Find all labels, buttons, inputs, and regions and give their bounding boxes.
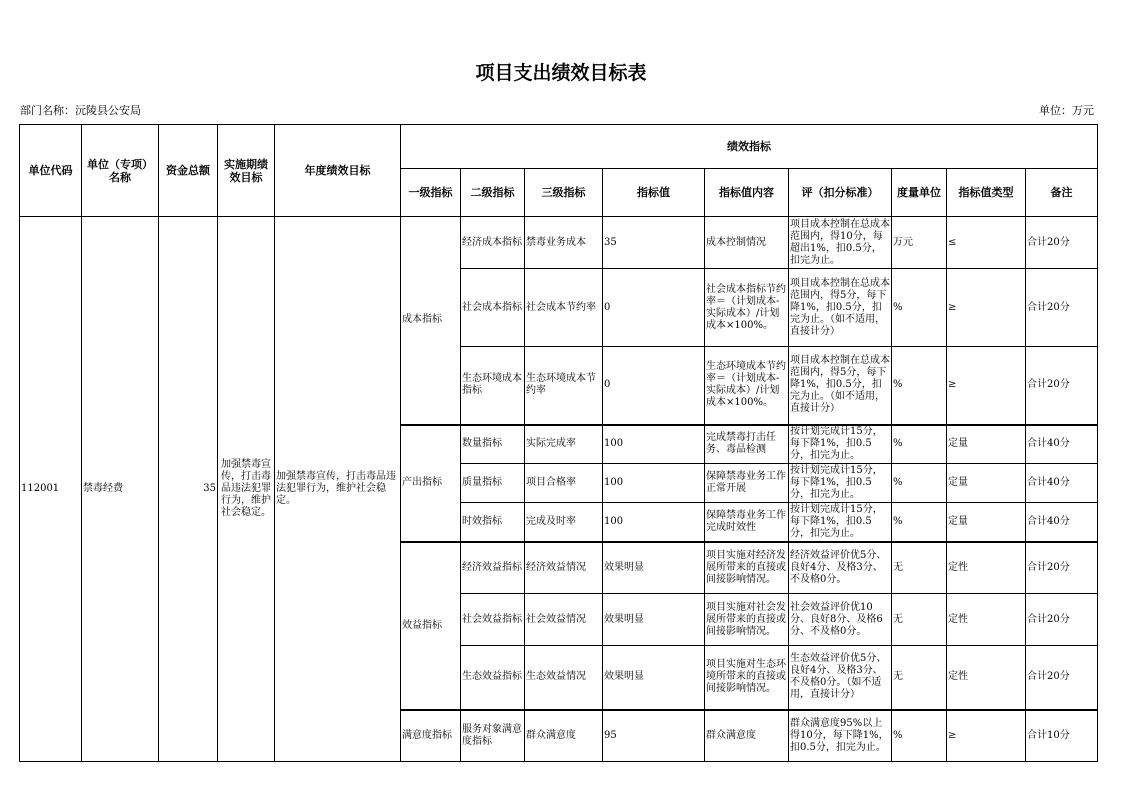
header-unit-code: 单位代码 <box>20 125 82 217</box>
remark-cell: 合计20分 <box>1026 594 1098 646</box>
header-value-type: 指标值类型 <box>947 169 1026 217</box>
unit-cell: 万元 <box>892 217 947 269</box>
unit-label: 单位：万元 <box>1039 104 1094 117</box>
level2-cell: 经济效益指标 <box>461 542 525 594</box>
unit-cell: % <box>892 503 947 542</box>
level2-cell: 生态环境成本指标 <box>461 347 525 425</box>
type-cell: ≥ <box>947 710 1026 762</box>
unit-name-cell: 禁毒经费 <box>82 217 159 762</box>
type-cell: 定量 <box>947 464 1026 503</box>
page-title: 项目支出绩效目标表 <box>475 62 647 84</box>
type-cell: ≤ <box>947 217 1026 269</box>
value-cell: 100 <box>603 425 705 464</box>
remark-cell: 合计20分 <box>1026 217 1098 269</box>
type-cell: ≥ <box>947 269 1026 347</box>
header-level3: 三级指标 <box>525 169 603 217</box>
header-level1: 一级指标 <box>401 169 461 217</box>
level3-cell: 群众满意度 <box>525 710 603 762</box>
level2-cell: 经济成本指标 <box>461 217 525 269</box>
level1-cell: 产出指标 <box>401 425 461 542</box>
department-label: 部门名称：沅陵县公安局 <box>20 104 141 117</box>
level3-cell: 社会效益情况 <box>525 594 603 646</box>
header-remark: 备注 <box>1026 169 1098 217</box>
value-cell: 0 <box>603 347 705 425</box>
unit-cell: % <box>892 710 947 762</box>
level3-cell: 实际完成率 <box>525 425 603 464</box>
performance-table <box>19 124 1098 762</box>
remark-cell: 合计10分 <box>1026 710 1098 762</box>
level3-cell: 生态环境成本节约率 <box>525 347 603 425</box>
type-cell: ≥ <box>947 347 1026 425</box>
header-value: 指标值 <box>603 169 705 217</box>
level2-cell: 时效指标 <box>461 503 525 542</box>
content-cell: 项目实施对经济发展所带来的直接或间接影响情况。 <box>705 542 789 594</box>
value-cell: 95 <box>603 710 705 762</box>
remark-cell: 合计40分 <box>1026 425 1098 464</box>
scoring-cell: 项目成本控制在总成本范围内，得5分，每下降1%，扣0.5分，扣完为止。（如不适用，直接计分） <box>789 347 892 425</box>
level2-cell: 社会效益指标 <box>461 594 525 646</box>
remark-cell: 合计20分 <box>1026 542 1098 594</box>
unit-cell: 无 <box>892 646 947 710</box>
level3-cell: 生态效益情况 <box>525 646 603 710</box>
level3-cell: 经济效益情况 <box>525 542 603 594</box>
annual-goal-cell: 加强禁毒宣传，打击毒品违法犯罪行为，维护社会稳定。 <box>275 217 401 762</box>
value-cell: 100 <box>603 503 705 542</box>
value-cell: 效果明显 <box>603 646 705 710</box>
header-value-content: 指标值内容 <box>705 169 789 217</box>
level2-cell: 服务对象满意度指标 <box>461 710 525 762</box>
header-unit-name: 单位（专项）名称 <box>82 125 159 217</box>
level2-cell: 社会成本指标 <box>461 269 525 347</box>
type-cell: 定量 <box>947 503 1026 542</box>
level1-cell: 效益指标 <box>401 542 461 710</box>
level3-cell: 禁毒业务成本 <box>525 217 603 269</box>
remark-cell: 合计20分 <box>1026 646 1098 710</box>
header-annual-goal: 年度绩效目标 <box>275 125 401 217</box>
unit-cell: 无 <box>892 542 947 594</box>
level3-cell: 项目合格率 <box>525 464 603 503</box>
header-scoring: 评（扣分标准） <box>789 169 892 217</box>
type-cell: 定性 <box>947 542 1026 594</box>
impl-goal-cell: 加强禁毒宣传，打击毒品违法犯罪行为，维护社会稳定。 <box>218 217 275 762</box>
level3-cell: 完成及时率 <box>525 503 603 542</box>
scoring-cell: 项目成本控制在总成本范围内，得5分，每下降1%，扣0.5分，扣完为止。（如不适用，直接计分） <box>789 269 892 347</box>
value-cell: 效果明显 <box>603 594 705 646</box>
content-cell: 项目实施对社会发展所带来的直接或间接影响情况。 <box>705 594 789 646</box>
level2-cell: 生态效益指标 <box>461 646 525 710</box>
scoring-cell: 按计划完成计15分，每下降1%，扣0.5分，扣完为止。 <box>789 425 892 464</box>
scoring-cell: 按计划完成计15分，每下降1%，扣0.5分，扣完为止。 <box>789 464 892 503</box>
type-cell: 定性 <box>947 594 1026 646</box>
table-row <box>20 217 1098 269</box>
scoring-cell: 按计划完成计15分，每下降1%，扣0.5分，扣完为止。 <box>789 503 892 542</box>
unit-cell: % <box>892 464 947 503</box>
header-impl-goal: 实施期绩效目标 <box>218 125 275 217</box>
value-cell: 0 <box>603 269 705 347</box>
content-cell: 保障禁毒业务工作完成时效性 <box>705 503 789 542</box>
header-level2: 二级指标 <box>461 169 525 217</box>
header-total-funds: 资金总额 <box>159 125 218 217</box>
scoring-cell: 生态效益评价优5分、良好4分、及格3分、不及格0分。（如不适用，直接计分） <box>789 646 892 710</box>
scoring-cell: 经济效益评价优5分、良好4分、及格3分、不及格0分。 <box>789 542 892 594</box>
remark-cell: 合计20分 <box>1026 347 1098 425</box>
unit-code-cell: 112001 <box>20 217 82 762</box>
value-cell: 效果明显 <box>603 542 705 594</box>
scoring-cell: 社会效益评价优10分、良好8分、及格6分、不及格0分。 <box>789 594 892 646</box>
level1-cell: 满意度指标 <box>401 710 461 762</box>
unit-cell: % <box>892 425 947 464</box>
value-cell: 35 <box>603 217 705 269</box>
remark-cell: 合计40分 <box>1026 503 1098 542</box>
content-cell: 保障禁毒业务工作正常开展 <box>705 464 789 503</box>
scoring-cell: 群众满意度95%以上得10分，每下降1%，扣0.5分，扣完为止。 <box>789 710 892 762</box>
content-cell: 项目实施对生态环境所带来的直接或间接影响情况。 <box>705 646 789 710</box>
funds-cell: 35 <box>159 217 218 762</box>
level1-cell: 成本指标 <box>401 217 461 425</box>
content-cell: 完成禁毒打击任务、毒品检测 <box>705 425 789 464</box>
content-cell: 生态环境成本节约率＝（计划成本-实际成本）/计划成本×100%。 <box>705 347 789 425</box>
remark-cell: 合计40分 <box>1026 464 1098 503</box>
level2-cell: 质量指标 <box>461 464 525 503</box>
type-cell: 定量 <box>947 425 1026 464</box>
level3-cell: 社会成本节约率 <box>525 269 603 347</box>
header-perf-indicators: 绩效指标 <box>401 125 1098 169</box>
content-cell: 群众满意度 <box>705 710 789 762</box>
level2-cell: 数量指标 <box>461 425 525 464</box>
content-cell: 成本控制情况 <box>705 217 789 269</box>
scoring-cell: 项目成本控制在总成本范围内，得10分，每超出1%，扣0.5分，扣完为止。 <box>789 217 892 269</box>
remark-cell: 合计20分 <box>1026 269 1098 347</box>
content-cell: 社会成本指标节约率＝（计划成本-实际成本）/计划成本×100%。 <box>705 269 789 347</box>
header-measure-unit: 度量单位 <box>892 169 947 217</box>
unit-cell: 无 <box>892 594 947 646</box>
value-cell: 100 <box>603 464 705 503</box>
unit-cell: % <box>892 269 947 347</box>
type-cell: 定性 <box>947 646 1026 710</box>
unit-cell: % <box>892 347 947 425</box>
